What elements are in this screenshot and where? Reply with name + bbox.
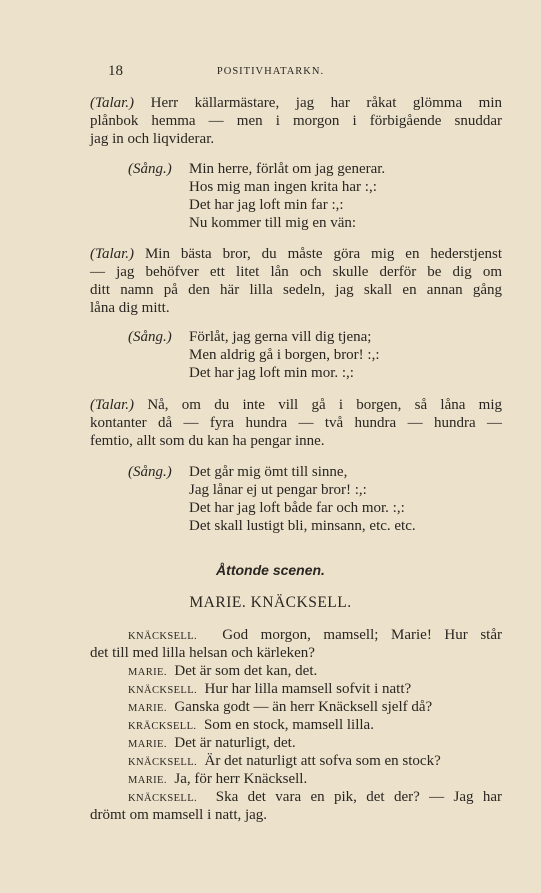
dialogue-line: KNÄCKSELL. Är det naturligt att sofva som en stock? bbox=[128, 753, 441, 769]
verse-line: Det skall lustigt bli, minsann, etc. etc. bbox=[189, 518, 416, 534]
page-header bbox=[0, 63, 541, 83]
verse-line: Men aldrig gå i borgen, bror! :,: bbox=[189, 347, 380, 363]
dialogue-line: KNÄCKSELL. Ska det vara en pik, det der? — Jag har bbox=[128, 789, 502, 805]
dialogue-line: drömt om mamsell i natt, jag. bbox=[90, 807, 268, 823]
text-line: plånbok hemma — men i morgon i förbigående snuddar bbox=[90, 113, 502, 129]
talar-line: (Talar.) Herr källarmästare, jag har råkat glömma min bbox=[90, 95, 502, 111]
dialogue-line: det till med lilla helsan och kärleken? bbox=[90, 645, 315, 661]
text-line: låna dig mitt. bbox=[90, 300, 170, 316]
verse-line: Nu kommer till mig en vän: bbox=[189, 215, 357, 231]
page-number: 18 bbox=[108, 63, 123, 79]
scene-title: Åttonde scenen. bbox=[216, 562, 325, 578]
verse-line: Det har jag loft min far :,: bbox=[189, 197, 344, 213]
verse-line: Min herre, förlåt om jag generar. bbox=[189, 161, 386, 177]
dialogue-line: MARIE. Ja, för herr Knäcksell. bbox=[128, 771, 308, 787]
verse-line: Förlåt, jag gerna vill dig tjena; bbox=[189, 329, 372, 345]
text-line: kontanter då — fyra hundra — två hundra — hundra — bbox=[90, 415, 502, 431]
text-line: — jag behöfver ett litet lån och skulle derför be dig om bbox=[90, 264, 502, 280]
dialogue-line: KNÄCKSELL. God morgon, mamsell; Marie! Hur står bbox=[128, 627, 503, 643]
verse-line: Det går mig ömt till sinne, bbox=[189, 464, 348, 480]
verse-line: Det har jag loft min mor. :,: bbox=[189, 365, 354, 381]
verse-line: Jag lånar ej ut pengar bror! :,: bbox=[189, 482, 367, 498]
text-line: jag in och liqviderar. bbox=[90, 131, 215, 147]
talar-line: (Talar.) Nå, om du inte vill gå i borgen, så låna mig bbox=[90, 397, 502, 413]
verse-line: Hos mig man ingen krita har :,: bbox=[189, 179, 377, 195]
talar-line: (Talar.) Min bästa bror, du måste göra mig en hederstjenst bbox=[90, 246, 502, 262]
dialogue-line: MARIE. Det är naturligt, det. bbox=[128, 735, 296, 751]
dialogue-line: KRÄCKSELL. Som en stock, mamsell lilla. bbox=[128, 717, 374, 733]
dialogue-line: MARIE. Ganska godt — än herr Knäcksell sjelf då? bbox=[128, 699, 433, 715]
cast-list: MARIE. KNÄCKSELL. bbox=[189, 594, 352, 611]
sang-tag: (Sång.) bbox=[128, 161, 172, 177]
text-line: ditt namn på den här lilla sedeln, jag skall en annan gång bbox=[90, 282, 502, 298]
running-title: POSITIVHATARKN. bbox=[216, 66, 325, 77]
sang-tag: (Sång.) bbox=[128, 464, 172, 480]
sang-tag: (Sång.) bbox=[128, 329, 172, 345]
text-line: femtio, allt som du kan ha pengar inne. bbox=[90, 433, 325, 449]
dialogue-line: KNÄCKSELL. Hur har lilla mamsell sofvit i natt? bbox=[128, 681, 412, 697]
verse-line: Det har jag loft både far och mor. :,: bbox=[189, 500, 405, 516]
dialogue-line: MARIE. Det är som det kan, det. bbox=[128, 663, 318, 679]
